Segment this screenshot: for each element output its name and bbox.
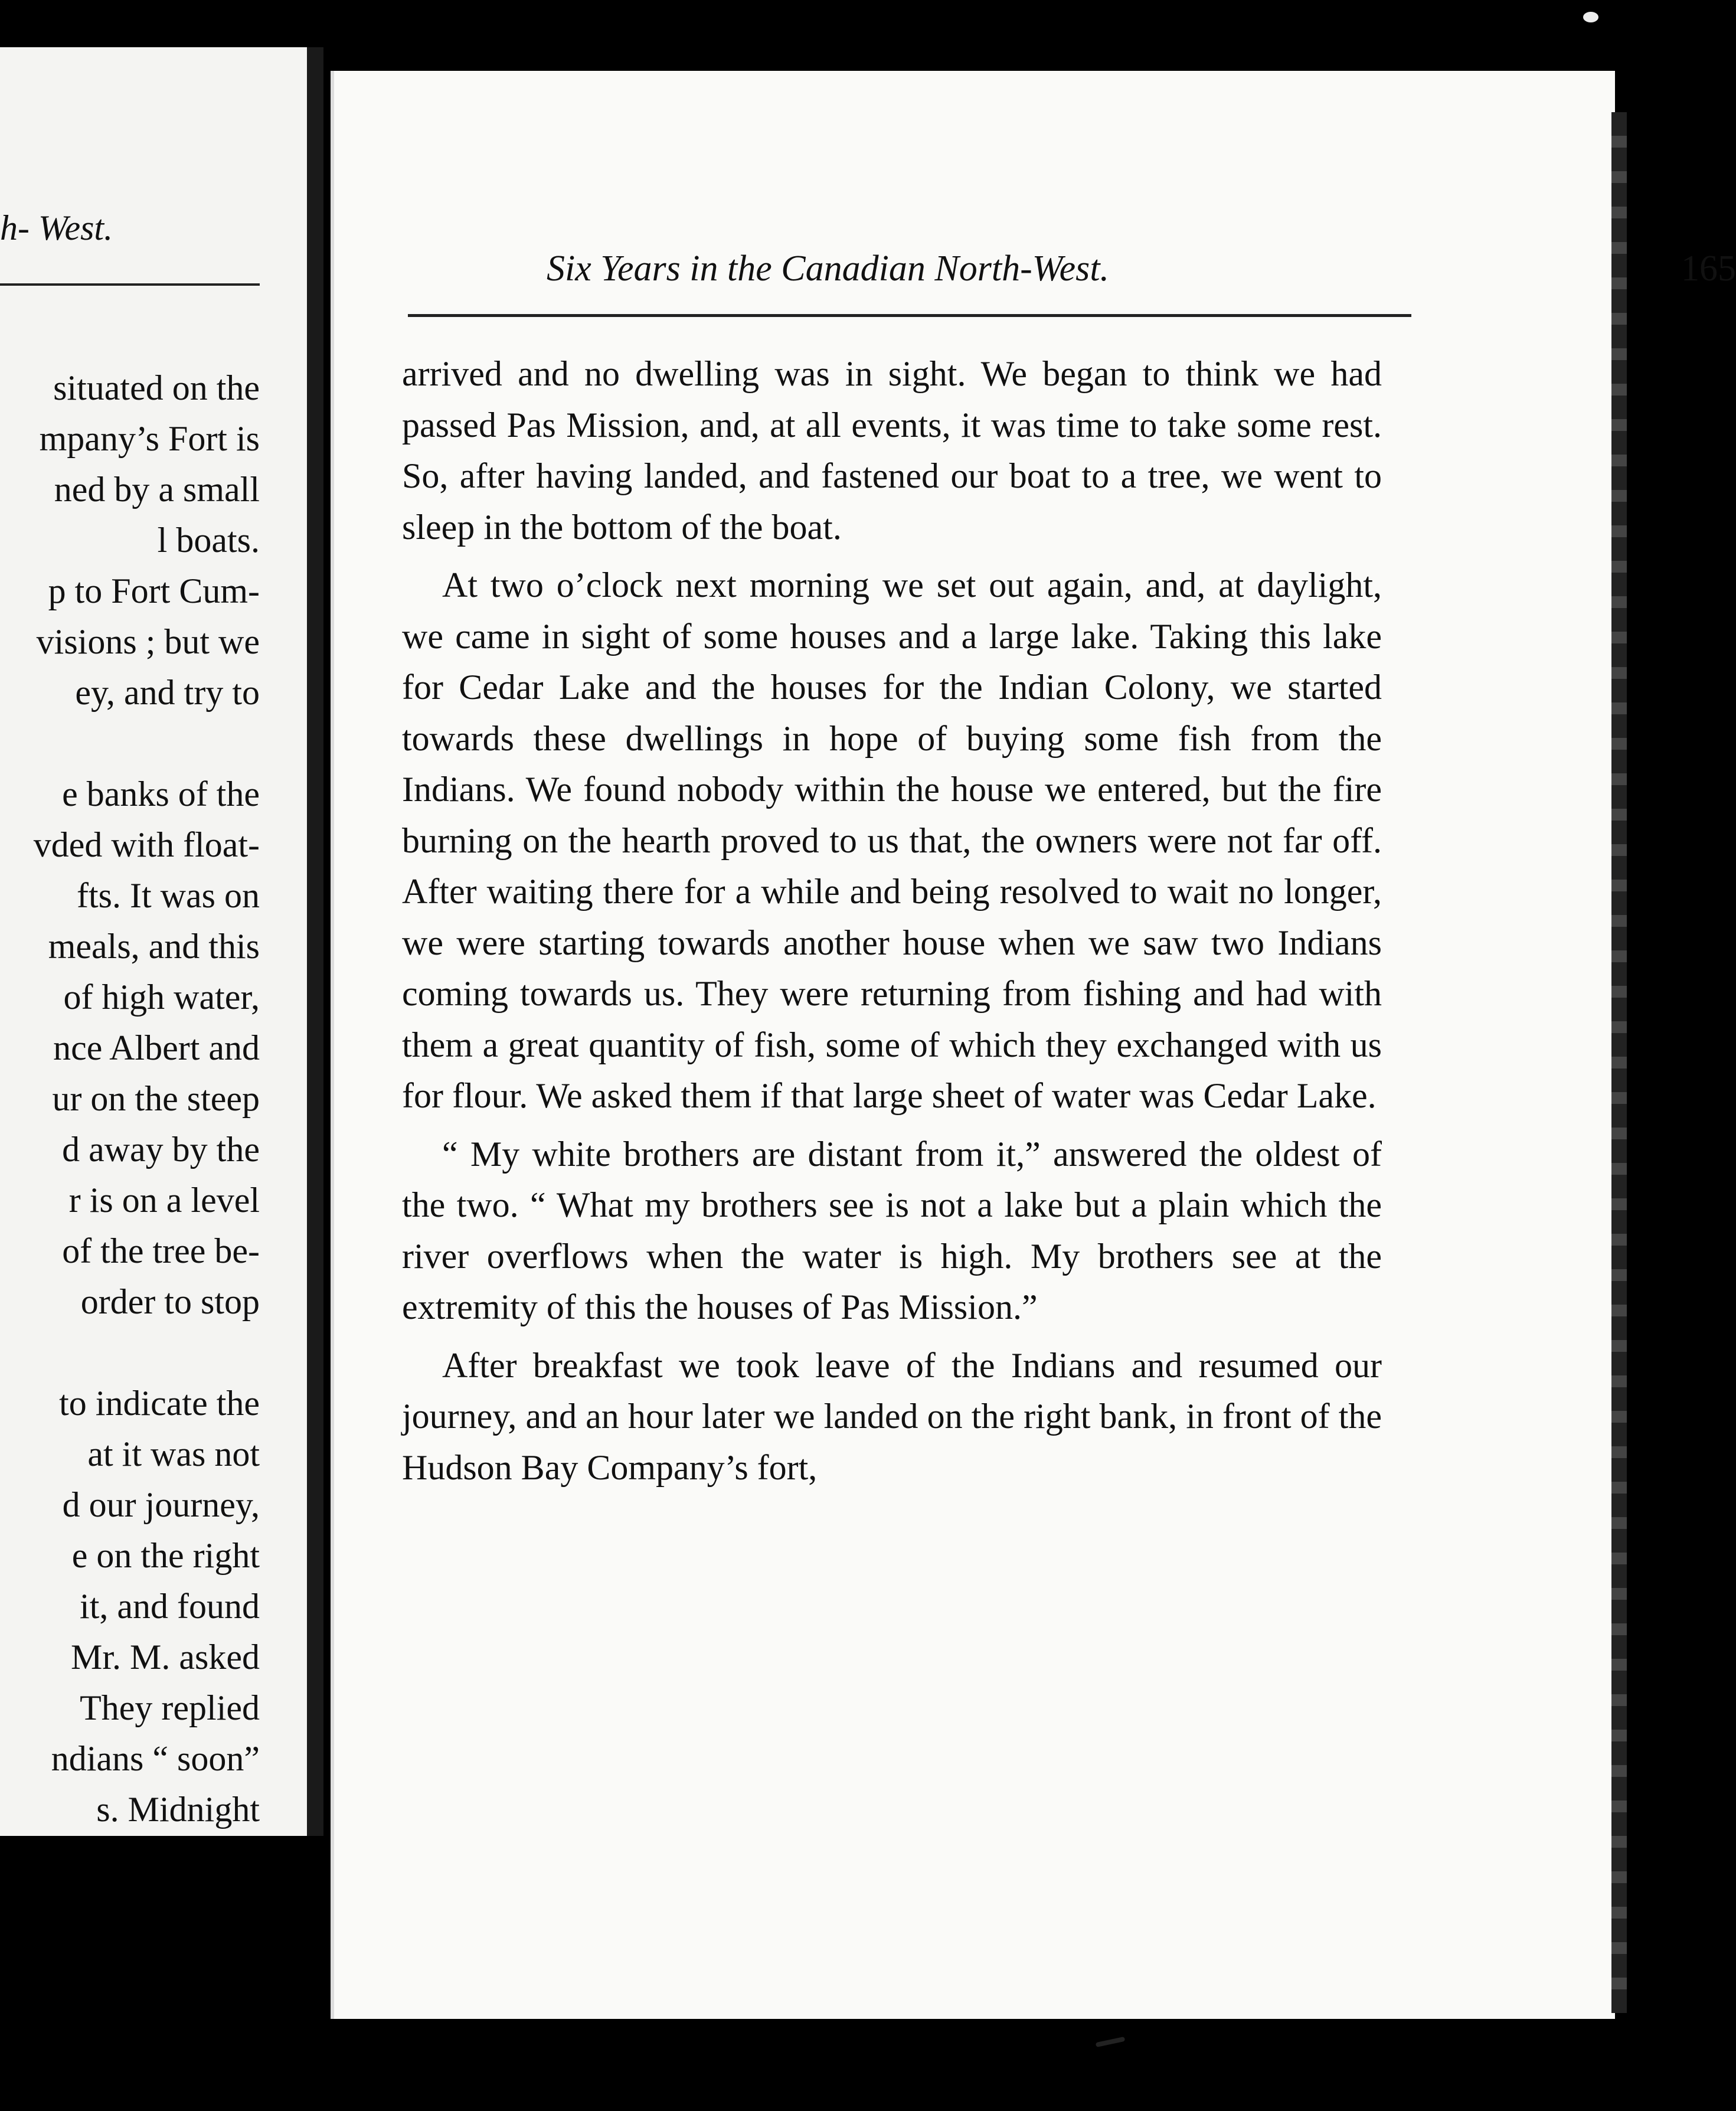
left-page-line: nce Albert and xyxy=(53,1028,260,1067)
left-page-line: p to Fort Cum- xyxy=(48,571,260,610)
left-page-line: Mr. M. asked xyxy=(71,1638,260,1677)
left-page-line: r is on a level xyxy=(68,1181,260,1220)
left-page-line: ned by a small xyxy=(54,470,260,509)
left-page-line: l boats. xyxy=(157,521,260,560)
scan-speck xyxy=(1583,12,1598,22)
left-page-line: fts. It was on xyxy=(77,876,260,915)
left-page-line: mpany’s Fort is xyxy=(39,419,260,458)
paragraph-1: arrived and no dwelling was in sight. We began to think we had passed Pas Mission, and, at all events, it was time to take some rest. So, after having landed, and fastened our boat to a tree, we went to sleep in the bottom of the boat. xyxy=(402,354,1382,547)
left-page-line: ur on the steep xyxy=(52,1079,260,1118)
left-page-line: d away by the xyxy=(62,1130,260,1169)
scan-mark xyxy=(1096,2037,1126,2047)
left-facing-page xyxy=(0,47,323,1836)
paragraph-3: “ My white brothers are distant from it,” answered the oldest of the two. “ What my brothers see is not a lake but a plain which the river overflows when the water is high. My brothers see at the extremity of this the houses of Pas Mission.” xyxy=(402,1134,1382,1326)
left-header-rule xyxy=(0,283,260,286)
paragraph-2: At two o’clock next morning we set out again, and, at daylight, we came in sight of some houses and a large lake. Taking this lake for Cedar Lake and the houses for the Indian Colony, we started towards these dwellings in hope of buying some fish from the Indians. We found nobody within the house we entered, but the fire burning on the hearth proved to us that, the owners were not far off. After waiting there for a while and being resolved to wait no longer, we were starting towards another house when we saw two Indians coming towards us. They were returning from fishing and had with them a great quantity of fish, some of which they exchanged with us for flour. We asked them if that large sheet of water was Cedar Lake. xyxy=(402,566,1382,1115)
left-running-head: h- West. xyxy=(0,208,113,247)
page-number: 165 xyxy=(1681,249,1736,289)
running-head xyxy=(547,248,1736,289)
left-page-line: of high water, xyxy=(63,978,260,1017)
left-page-line: ey, and try to xyxy=(75,673,260,712)
left-page-line: They replied xyxy=(80,1688,260,1727)
header-rule xyxy=(408,314,1411,317)
left-page-line: meals, and this xyxy=(48,927,260,966)
left-page-line: s. Midnight xyxy=(96,1790,260,1829)
left-page-line: e on the right xyxy=(71,1536,260,1575)
paragraph-4: After breakfast we took leave of the Indians and resumed our journey, and an hour later we landed on the right bank, in front of the Hudson Bay Company’s fort, xyxy=(402,1345,1382,1487)
right-page xyxy=(331,71,1736,2019)
body-text xyxy=(402,348,1382,1493)
left-page-line: d our journey, xyxy=(62,1485,260,1524)
left-page-line: of the tree be- xyxy=(62,1231,260,1270)
running-title: Six Years in the Canadian North-West. xyxy=(547,249,1110,289)
left-page-line: to indicate the xyxy=(59,1384,260,1423)
left-page-line: visions ; but we xyxy=(36,622,260,661)
left-page-line: it, and found xyxy=(80,1587,260,1626)
left-page-line: situated on the xyxy=(53,368,260,407)
left-page-line: at it was not xyxy=(87,1434,260,1473)
left-page-line: vded with float- xyxy=(33,825,260,864)
left-page-line: ndians “ soon” xyxy=(51,1739,260,1778)
left-page-line: order to stop xyxy=(80,1282,260,1321)
page-fore-edge xyxy=(1611,112,1627,2013)
left-page-line: e banks of the xyxy=(62,775,260,813)
